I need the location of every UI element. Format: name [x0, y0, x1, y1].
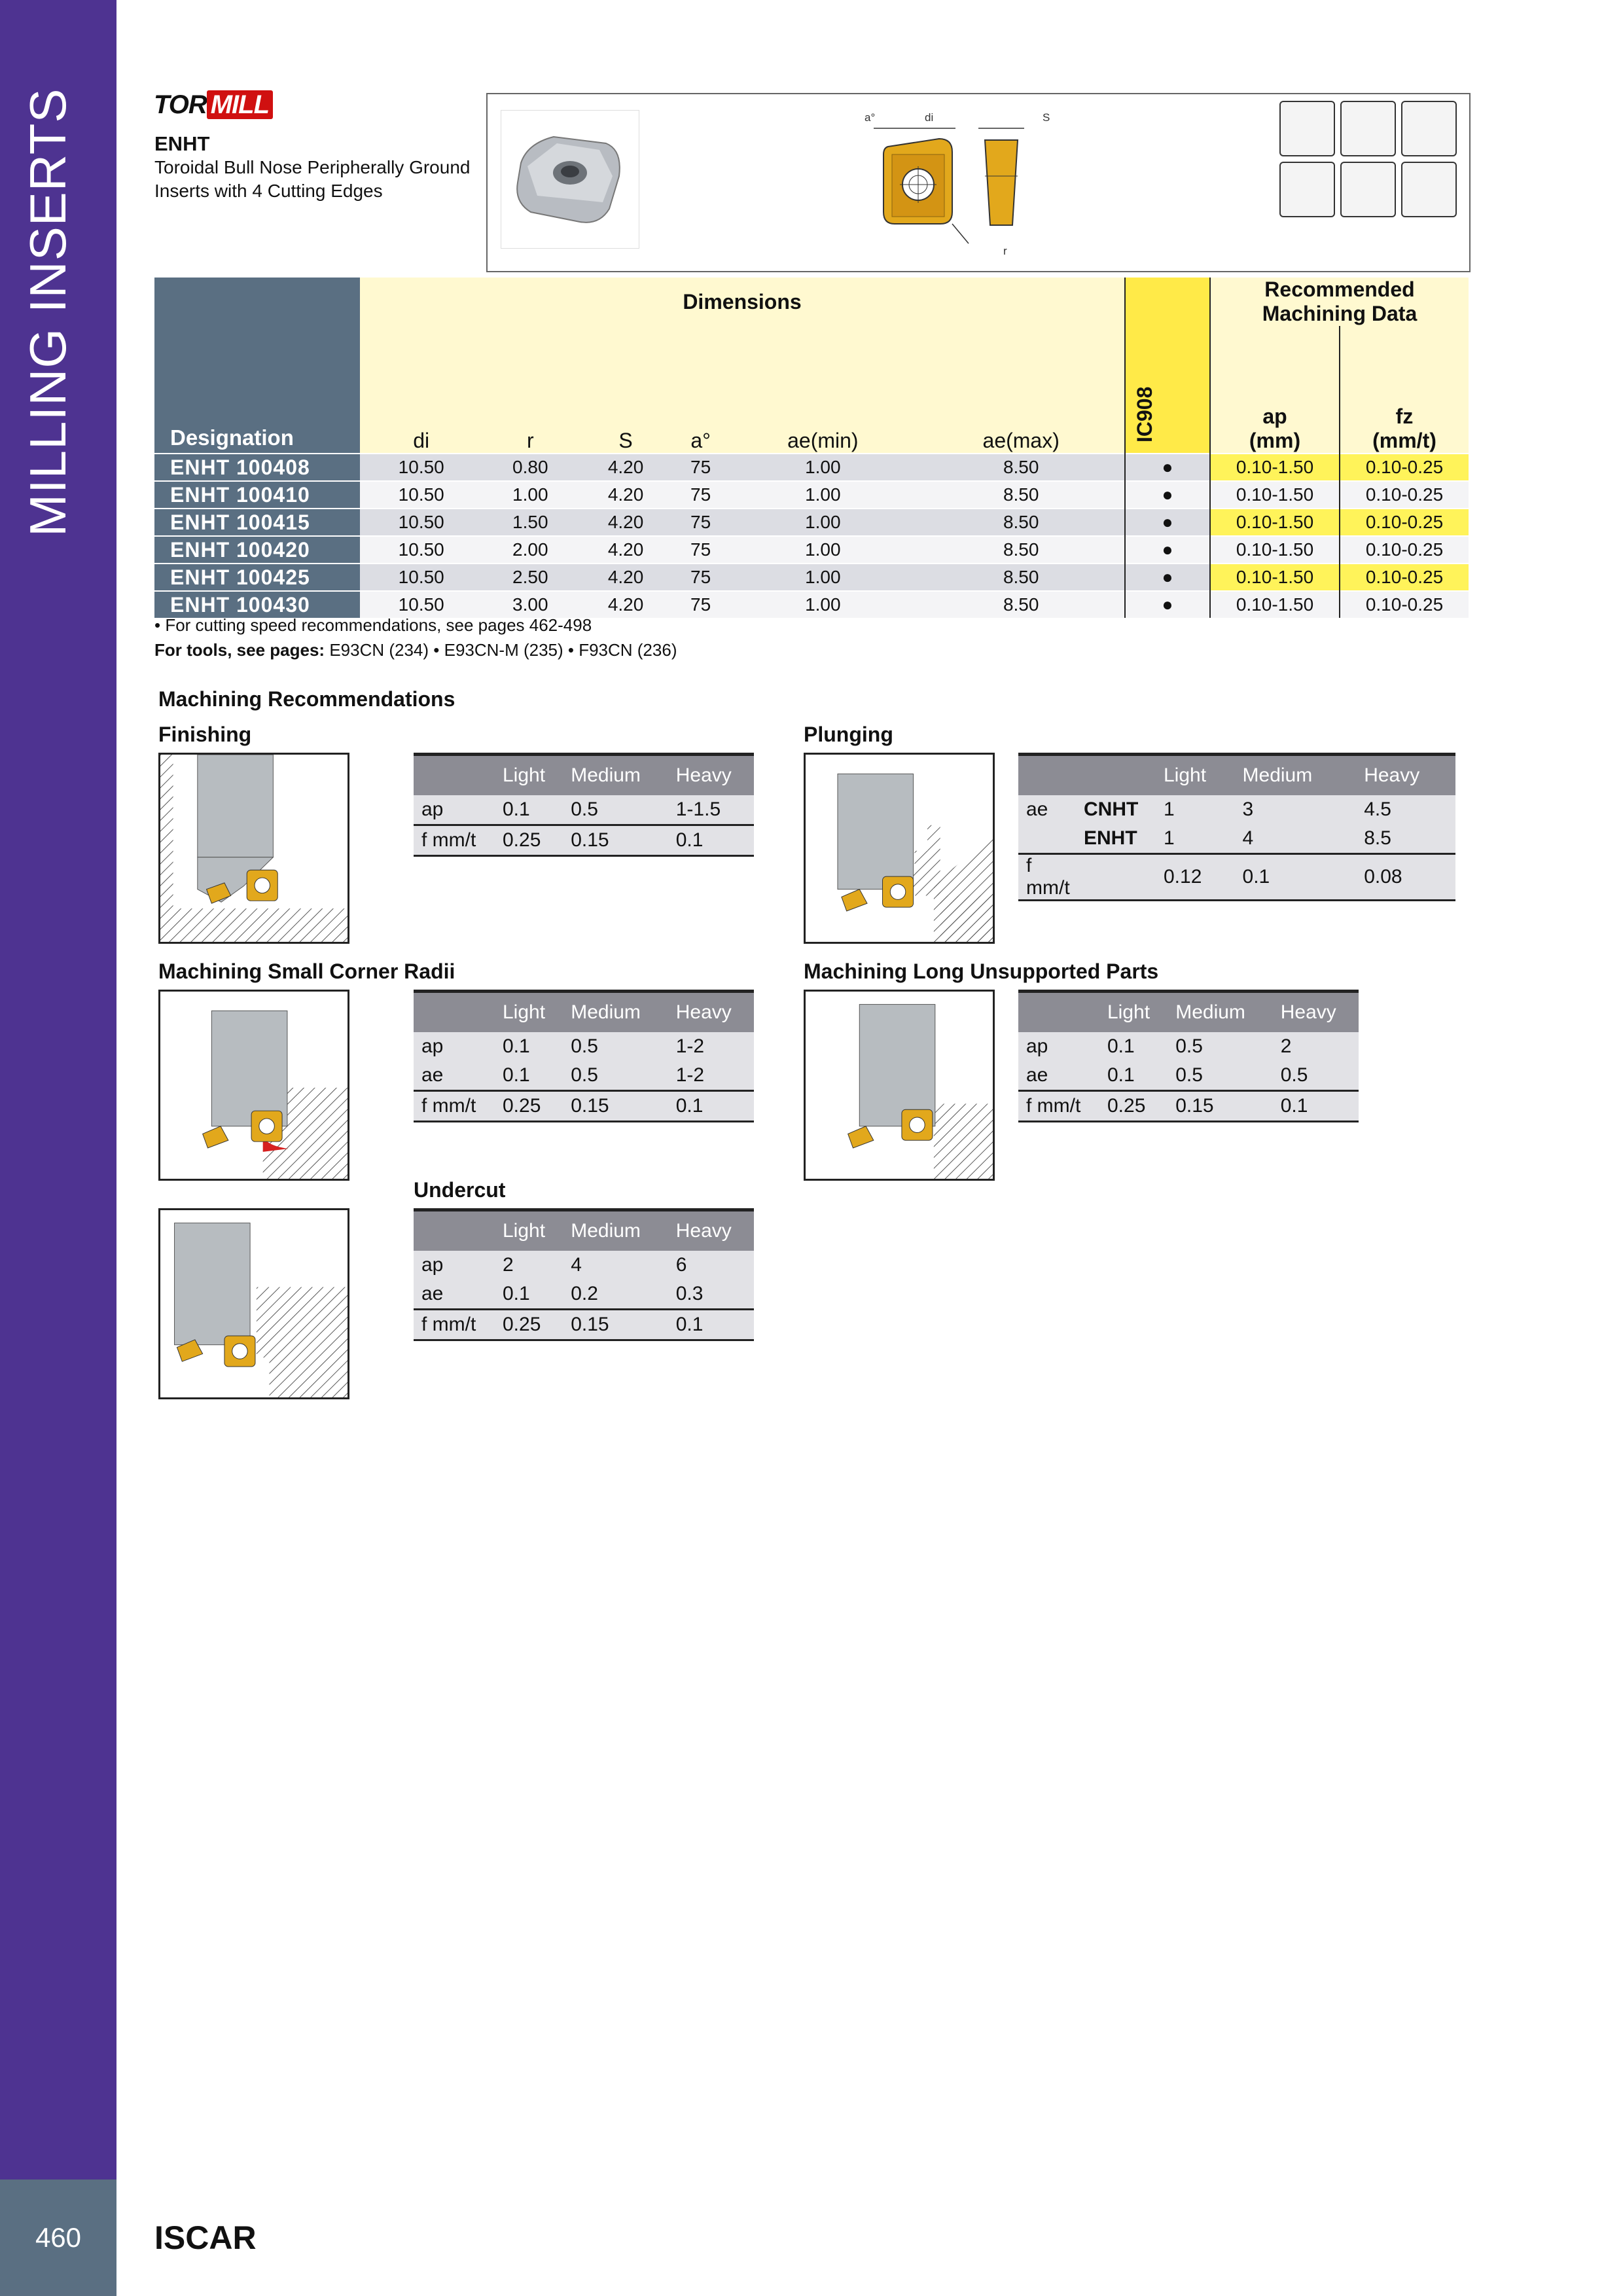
- designation-header: Designation: [154, 278, 360, 454]
- level-light: Light: [1099, 992, 1168, 1033]
- di-cell: 10.50: [360, 481, 482, 509]
- ic908-cell: ●: [1125, 454, 1210, 481]
- ap-cell: 0.10-1.50: [1210, 509, 1340, 536]
- col-fz: [1340, 326, 1469, 454]
- heavy-value: 0.08: [1356, 854, 1455, 901]
- ap-cell: 0.10-1.50: [1210, 564, 1340, 591]
- col-fz-unit: (mm/t): [1372, 429, 1436, 452]
- table-row: [154, 564, 1469, 591]
- designation-cell: ENHT 100415: [154, 509, 360, 536]
- medium-value: 0.5: [1168, 1032, 1273, 1061]
- heavy-value: 4.5: [1356, 795, 1455, 824]
- tormill-logo: [154, 90, 273, 120]
- col-r: r: [482, 326, 578, 454]
- fz-cell: 0.10-0.25: [1340, 454, 1469, 481]
- heavy-value: 0.1: [668, 1310, 754, 1340]
- sidebar: [0, 0, 116, 2179]
- ae-max-cell: 8.50: [918, 591, 1125, 618]
- param-label: f mm/t: [1018, 1091, 1099, 1122]
- param-label: ap: [1018, 1032, 1099, 1061]
- long-unsupported-diagram: [804, 990, 995, 1181]
- s-cell: 4.20: [578, 591, 673, 618]
- medium-value: 0.5: [1168, 1061, 1273, 1091]
- param-label: ap: [414, 1032, 495, 1061]
- ap-cell: 0.10-1.50: [1210, 454, 1340, 481]
- param-label: f mm/t: [414, 1091, 495, 1122]
- ae-min-cell: 1.00: [728, 481, 918, 509]
- level-heavy: Heavy: [668, 1210, 754, 1251]
- operation-icons: [1279, 101, 1461, 217]
- insert-drawing-box: [486, 93, 1471, 272]
- s-cell: 4.20: [578, 564, 673, 591]
- ap-cell: 0.10-1.50: [1210, 536, 1340, 564]
- level-medium: Medium: [563, 1210, 668, 1251]
- grade-label: IC908: [1133, 386, 1156, 442]
- medium-value: 0.15: [563, 825, 668, 856]
- fz-cell: 0.10-0.25: [1340, 509, 1469, 536]
- fz-cell: 0.10-0.25: [1340, 481, 1469, 509]
- param-label: f mm/t: [414, 1310, 495, 1340]
- di-cell: 10.50: [360, 564, 482, 591]
- table-row: [154, 591, 1469, 618]
- insert-type-label: CNHT: [1076, 795, 1156, 824]
- insert-technical-drawing: [854, 114, 1090, 264]
- level-light: Light: [1156, 755, 1235, 796]
- fz-cell: 0.10-0.25: [1340, 564, 1469, 591]
- plunging-title: Plunging: [804, 723, 893, 746]
- heavy-value: 6: [668, 1251, 754, 1280]
- ap-cell: 0.10-1.50: [1210, 591, 1340, 618]
- medium-value: 4: [563, 1251, 668, 1280]
- param-label: ae: [1018, 1061, 1099, 1091]
- a-cell: 75: [673, 481, 728, 509]
- table-row: [1018, 854, 1455, 901]
- tools-note: [154, 640, 677, 660]
- recommended-header: Recommended Machining Data: [1210, 278, 1469, 326]
- cutting-speed-note: • For cutting speed recommendations, see pages 462-498: [154, 615, 592, 635]
- light-value: 0.25: [495, 825, 563, 856]
- light-value: 0.1: [495, 795, 563, 825]
- product-description: Toroidal Bull Nose Peripherally Ground Inserts with 4 Cutting Edges: [154, 157, 471, 201]
- level-medium: Medium: [563, 992, 668, 1033]
- r-cell: 2.00: [482, 536, 578, 564]
- insert-dimensions-table: [154, 278, 1469, 618]
- designation-cell: ENHT 100425: [154, 564, 360, 591]
- level-medium: Medium: [1168, 992, 1273, 1033]
- col-ap: [1210, 326, 1340, 454]
- table-row: [414, 795, 754, 825]
- a-cell: 75: [673, 509, 728, 536]
- level-heavy: Heavy: [1273, 992, 1359, 1033]
- plunging-table: [1018, 753, 1455, 901]
- face-icon: [1401, 162, 1457, 217]
- light-value: 0.1: [495, 1061, 563, 1091]
- ic908-cell: ●: [1125, 481, 1210, 509]
- medium-value: 0.5: [563, 795, 668, 825]
- insert-type-label: [1076, 854, 1156, 901]
- table-row: [1018, 824, 1455, 854]
- level-light: Light: [495, 992, 563, 1033]
- level-heavy: Heavy: [668, 755, 754, 796]
- param-label: [1018, 824, 1076, 854]
- shoulder-icon: [1401, 101, 1457, 156]
- r-cell: 2.50: [482, 564, 578, 591]
- medium-value: 0.2: [563, 1280, 668, 1310]
- light-value: 0.12: [1156, 854, 1235, 901]
- label-di: di: [925, 111, 934, 124]
- ae-max-cell: 8.50: [918, 564, 1125, 591]
- medium-value: 0.15: [563, 1310, 668, 1340]
- s-cell: 4.20: [578, 481, 673, 509]
- designation-cell: ENHT 100430: [154, 591, 360, 618]
- level-light: Light: [495, 755, 563, 796]
- profile-icon: [1279, 162, 1335, 217]
- undercut-title: Undercut: [414, 1178, 506, 1202]
- fz-cell: 0.10-0.25: [1340, 591, 1469, 618]
- level-light: Light: [495, 1210, 563, 1251]
- long-unsupported-title: Machining Long Unsupported Parts: [804, 960, 1159, 983]
- r-cell: 1.50: [482, 509, 578, 536]
- table-row: [414, 1310, 754, 1340]
- light-value: 0.1: [495, 1280, 563, 1310]
- level-heavy: Heavy: [668, 992, 754, 1033]
- table-row: [414, 1091, 754, 1122]
- ae-min-cell: 1.00: [728, 454, 918, 481]
- undercut-table: [414, 1208, 754, 1341]
- insert-photo: [501, 110, 639, 249]
- light-value: 0.25: [495, 1310, 563, 1340]
- slot-icon: [1340, 101, 1396, 156]
- param-label: ae: [414, 1280, 495, 1310]
- heavy-value: 2: [1273, 1032, 1359, 1061]
- level-heavy: Heavy: [1356, 755, 1455, 796]
- light-value: 0.1: [1099, 1032, 1168, 1061]
- col-ae-max: ae(max): [918, 326, 1125, 454]
- ic908-cell: ●: [1125, 536, 1210, 564]
- plunging-diagram: [804, 753, 995, 944]
- a-cell: 75: [673, 591, 728, 618]
- designation-cell: ENHT 100420: [154, 536, 360, 564]
- label-r: r: [1003, 245, 1007, 257]
- di-cell: 10.50: [360, 454, 482, 481]
- heavy-value: 0.3: [668, 1280, 754, 1310]
- small-corner-title: Machining Small Corner Radii: [158, 960, 455, 983]
- a-cell: 75: [673, 564, 728, 591]
- table-row: [1018, 1032, 1359, 1061]
- di-cell: 10.50: [360, 536, 482, 564]
- sidebar-title: MILLING INSERTS: [19, 88, 77, 537]
- pocket-icon: [1340, 162, 1396, 217]
- heavy-value: 0.1: [668, 825, 754, 856]
- a-cell: 75: [673, 536, 728, 564]
- label-angle: a°: [865, 111, 876, 124]
- table-row: [414, 1251, 754, 1280]
- level-medium: Medium: [563, 755, 668, 796]
- param-label: ap: [414, 1251, 495, 1280]
- finishing-diagram: [158, 753, 349, 944]
- ae-min-cell: 1.00: [728, 536, 918, 564]
- table-row: [1018, 1091, 1359, 1122]
- col-ap-label: ap: [1262, 404, 1287, 428]
- ic908-cell: ●: [1125, 564, 1210, 591]
- small-corner-diagram: [158, 990, 349, 1181]
- heavy-value: 8.5: [1356, 824, 1455, 854]
- s-cell: 4.20: [578, 509, 673, 536]
- light-value: 0.25: [1099, 1091, 1168, 1122]
- r-cell: 0.80: [482, 454, 578, 481]
- dimensions-header: Dimensions: [360, 278, 1125, 326]
- param-label: ae: [1018, 795, 1076, 824]
- table-row: [154, 509, 1469, 536]
- ae-min-cell: 1.00: [728, 591, 918, 618]
- label-s: S: [1043, 111, 1050, 124]
- param-label: ap: [414, 795, 495, 825]
- light-value: 2: [495, 1251, 563, 1280]
- ae-min-cell: 1.00: [728, 564, 918, 591]
- medium-value: 0.5: [563, 1032, 668, 1061]
- light-value: 0.1: [1099, 1061, 1168, 1091]
- grade-header: [1125, 278, 1210, 454]
- finishing-title: Finishing: [158, 723, 252, 746]
- heavy-value: 0.5: [1273, 1061, 1359, 1091]
- ae-max-cell: 8.50: [918, 481, 1125, 509]
- medium-value: 0.15: [1168, 1091, 1273, 1122]
- light-value: 1: [1156, 795, 1235, 824]
- table-row: [1018, 795, 1455, 824]
- ae-max-cell: 8.50: [918, 509, 1125, 536]
- tools-pages: E93CN (234) • E93CN-M (235) • F93CN (236): [329, 640, 677, 660]
- table-row: [414, 1061, 754, 1091]
- heavy-value: 1-2: [668, 1032, 754, 1061]
- machining-title: Machining Recommendations: [158, 687, 455, 711]
- table-row: [414, 1032, 754, 1061]
- small-corner-table: [414, 990, 754, 1122]
- di-cell: 10.50: [360, 591, 482, 618]
- ap-cell: 0.10-1.50: [1210, 481, 1340, 509]
- heavy-value: 1-2: [668, 1061, 754, 1091]
- table-row: [154, 454, 1469, 481]
- insert-type-label: ENHT: [1076, 824, 1156, 854]
- medium-value: 0.1: [1235, 854, 1357, 901]
- heavy-value: 0.1: [668, 1091, 754, 1122]
- tools-label: For tools, see pages:: [154, 640, 325, 660]
- medium-value: 3: [1235, 795, 1357, 824]
- long-unsupported-table: [1018, 990, 1359, 1122]
- product-code: ENHT: [154, 132, 210, 155]
- logo-mill: MILL: [207, 90, 273, 119]
- medium-value: 0.5: [563, 1061, 668, 1091]
- col-angle: a°: [673, 326, 728, 454]
- light-value: 1: [1156, 824, 1235, 854]
- light-value: 0.25: [495, 1091, 563, 1122]
- page-number: 460: [0, 2179, 116, 2296]
- ic908-cell: ●: [1125, 591, 1210, 618]
- finishing-table: [414, 753, 754, 857]
- ae-min-cell: 1.00: [728, 509, 918, 536]
- undercut-diagram: [158, 1208, 349, 1399]
- param-label: ae: [414, 1061, 495, 1091]
- table-row: [154, 536, 1469, 564]
- ae-max-cell: 8.50: [918, 536, 1125, 564]
- param-label: f mm/t: [1018, 854, 1076, 901]
- logo-tor: TOR: [154, 90, 207, 119]
- light-value: 0.1: [495, 1032, 563, 1061]
- footer-brand: ISCAR: [154, 2219, 257, 2256]
- heavy-value: 1-1.5: [668, 795, 754, 825]
- table-row: [154, 481, 1469, 509]
- designation-cell: ENHT 100410: [154, 481, 360, 509]
- col-di: di: [360, 326, 482, 454]
- col-s: S: [578, 326, 673, 454]
- r-cell: 1.00: [482, 481, 578, 509]
- s-cell: 4.20: [578, 454, 673, 481]
- r-cell: 3.00: [482, 591, 578, 618]
- table-row: [414, 825, 754, 856]
- medium-value: 4: [1235, 824, 1357, 854]
- col-ap-unit: (mm): [1249, 429, 1301, 452]
- designation-cell: ENHT 100408: [154, 454, 360, 481]
- col-ae-min: ae(min): [728, 326, 918, 454]
- heavy-value: 0.1: [1273, 1091, 1359, 1122]
- table-row: [1018, 1061, 1359, 1091]
- s-cell: 4.20: [578, 536, 673, 564]
- medium-value: 0.15: [563, 1091, 668, 1122]
- table-row: [414, 1280, 754, 1310]
- ic908-cell: ●: [1125, 509, 1210, 536]
- fz-cell: 0.10-0.25: [1340, 536, 1469, 564]
- a-cell: 75: [673, 454, 728, 481]
- di-cell: 10.50: [360, 509, 482, 536]
- param-label: f mm/t: [414, 825, 495, 856]
- col-fz-label: fz: [1395, 404, 1414, 428]
- ae-max-cell: 8.50: [918, 454, 1125, 481]
- shoulder-ramp-icon: [1279, 101, 1335, 156]
- level-medium: Medium: [1235, 755, 1357, 796]
